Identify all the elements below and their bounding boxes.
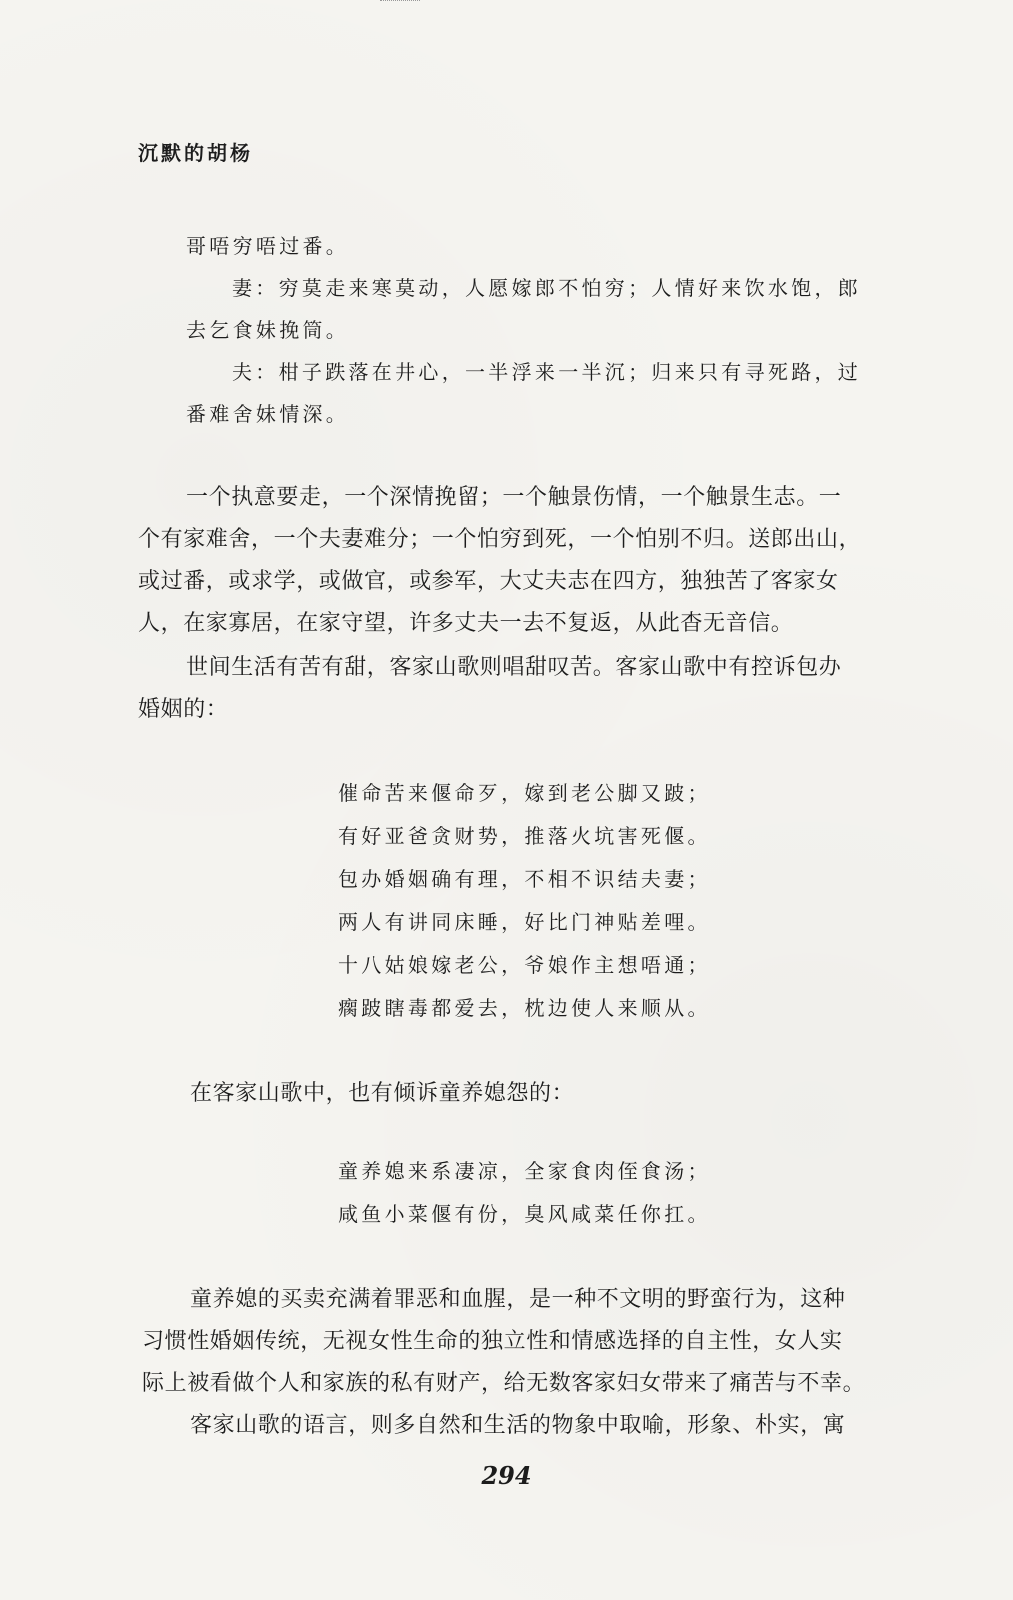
- dialogue-line: 番难舍妹情深。: [186, 402, 350, 426]
- paragraph-line: 个有家难舍，一个夫妻难分；一个怕穷到死，一个怕别不归。送郎出山，: [138, 527, 862, 552]
- paragraph-line: 或过番，或求学，或做官，或参军，大丈夫志在四方，独独苦了客家女: [138, 569, 839, 594]
- scan-artifact: [380, 0, 420, 5]
- paragraph-line: 际上被看做个人和家族的私有财产，给无数客家妇女带来了痛苦与不幸。: [142, 1371, 866, 1396]
- paragraph-line: 婚姻的：: [138, 697, 229, 722]
- paragraph-line: 在客家山歌中，也有倾诉童养媳怨的：: [190, 1081, 575, 1106]
- verse-line: 催命苦来偃命歹，嫁到老公脚又跛；: [338, 781, 711, 805]
- dialogue-line: 去乞食妹挽筒。: [186, 318, 350, 342]
- paragraph-line: 人，在家寡居，在家守望，许多丈夫一去不复返，从此杳无音信。: [138, 611, 794, 636]
- running-head: 沉默的胡杨: [138, 141, 253, 165]
- verse-line: 童养媳来系凄凉，全家食肉侄食汤；: [338, 1159, 711, 1183]
- dialogue-line: 夫：柑子跌落在井心，一半浮来一半沉；归来只有寻死路，过: [232, 360, 862, 384]
- paragraph-line: 客家山歌的语言，则多自然和生活的物象中取喻，形象、朴实，寓: [190, 1413, 846, 1438]
- verse-line: 咸鱼小菜偃有份，臭风咸菜任你扛。: [338, 1202, 711, 1226]
- paragraph-line: 习惯性婚姻传统，无视女性生命的独立性和情感选择的自主性，女人实: [142, 1329, 843, 1354]
- paragraph-line: 世间生活有苦有甜，客家山歌则唱甜叹苦。客家山歌中有控诉包办: [186, 655, 842, 680]
- dialogue-line: 哥唔穷唔过番。: [186, 234, 350, 258]
- verse-line: 两人有讲同床睡，好比门神贴差哩。: [338, 910, 711, 934]
- verse-line: 瘸跛瞎毒都爱去，枕边使人来顺从。: [338, 996, 711, 1020]
- paragraph-line: 一个执意要走，一个深情挽留；一个触景伤情，一个触景生志。一: [186, 485, 842, 510]
- paragraph-line: 童养媳的买卖充满着罪恶和血腥，是一种不文明的野蛮行为，这种: [190, 1287, 846, 1312]
- verse-line: 包办婚姻确有理，不相不识结夫妻；: [338, 867, 711, 891]
- verse-line: 十八姑娘嫁老公，爷娘作主想唔通；: [338, 953, 711, 977]
- page-number: 294: [481, 1461, 532, 1490]
- verse-line: 有好亚爸贪财势，推落火坑害死偃。: [338, 824, 711, 848]
- dialogue-line: 妻：穷莫走来寒莫动，人愿嫁郎不怕穷；人情好来饮水饱，郎: [232, 276, 862, 300]
